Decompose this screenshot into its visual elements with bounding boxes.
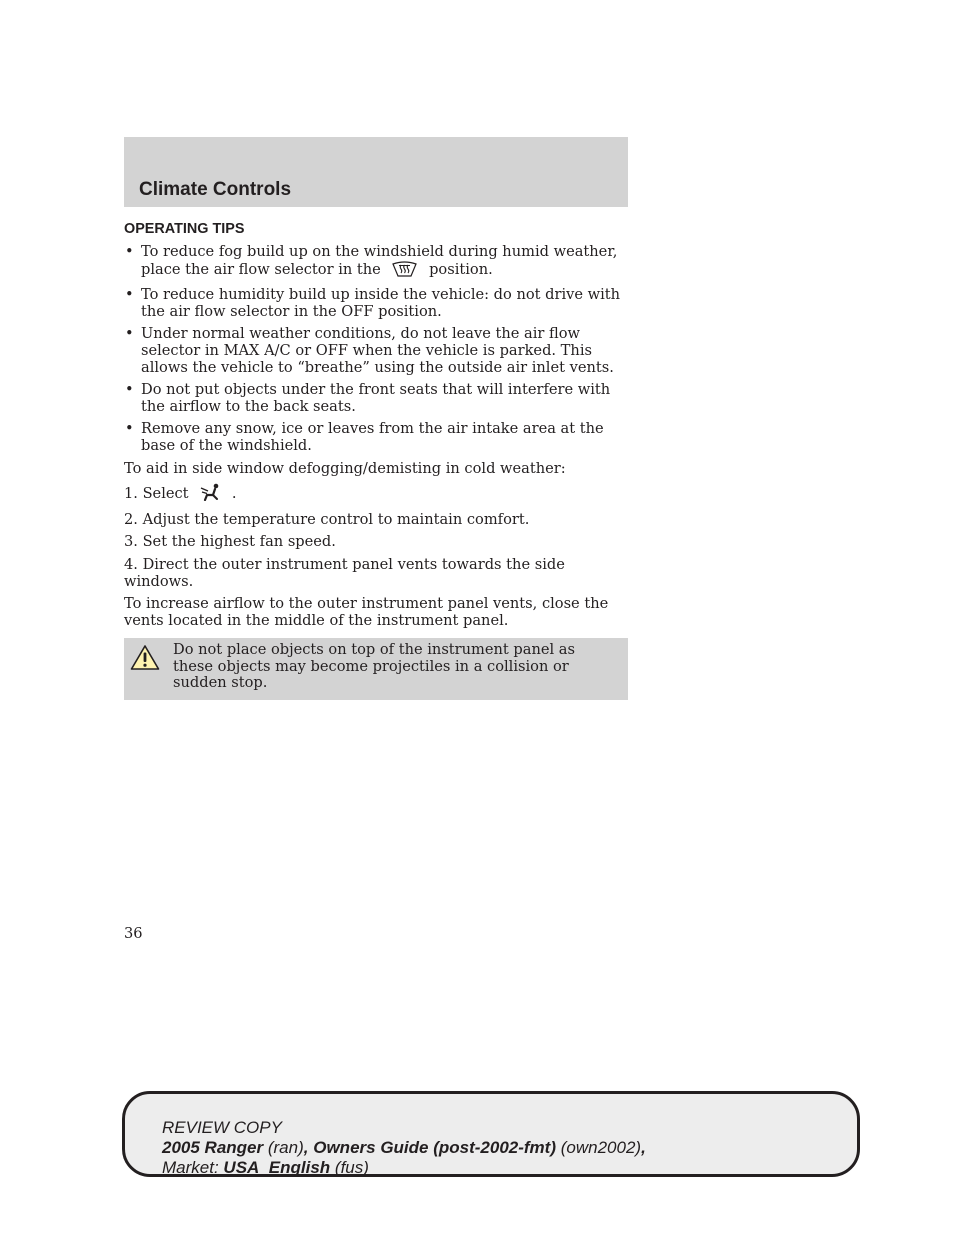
step-3: 3. Set the highest fan speed. [124, 533, 336, 551]
page-content [124, 220, 628, 700]
defrost-icon [391, 261, 418, 282]
footer-guide: Owners Guide (post-2002-fmt) [313, 1138, 556, 1157]
footer-separator: , [303, 1138, 309, 1157]
warning-text: Do not place objects on top of the instrument panel as these objects may become projectiles in a collision or sudden stop. [173, 641, 575, 692]
footer-text [162, 1118, 646, 1178]
footer-model-line [162, 1138, 646, 1158]
airflow-note: To increase airflow to the outer instrument panel vents, close the vents located in the middle of the instrument panel. [124, 595, 609, 629]
footer-model: 2005 Ranger [162, 1138, 264, 1157]
floor-defrost-icon [199, 483, 221, 506]
footer-separator: , [641, 1138, 646, 1157]
warning-triangle-icon [130, 644, 160, 676]
tip-text: Under normal weather conditions, do not leave the air flow selector in MAX A/C or OFF when the vehicle is parked. This allows the vehicle to “breathe” using the outside air inlet vents. [141, 325, 614, 376]
footer-market-code: (fus) [334, 1158, 369, 1177]
bullet: • [125, 325, 134, 343]
bullet: • [125, 243, 134, 260]
tip-item [124, 382, 628, 415]
step-4: 4. Direct the outer instrument panel vents towards the side windows. [124, 555, 565, 590]
tip-item [124, 326, 628, 376]
tip-text: To reduce fog build up on the windshield during humid weather, place the air flow selector in the [141, 243, 618, 278]
bullet: • [125, 420, 134, 438]
tip-item [124, 244, 628, 281]
tip-item [124, 287, 628, 320]
step-1 [124, 483, 628, 506]
footer-market: USA_English [223, 1158, 331, 1177]
step-1-text: 1. Select [124, 485, 189, 503]
tip-text: To reduce humidity build up inside the vehicle: do not drive with the air flow selector in the OFF position. [141, 286, 621, 320]
review-footer [122, 1091, 860, 1177]
operating-tips-heading: OPERATING TIPS [124, 221, 245, 237]
tip-text: Do not put objects under the front seats that will interfere with the airflow to the back seats. [141, 381, 611, 415]
tips-list [124, 244, 628, 455]
review-copy-label: REVIEW COPY [162, 1118, 282, 1137]
footer-guide-code: (own2002) [560, 1138, 642, 1157]
page-number: 36 [124, 925, 143, 942]
tip-text-suffix: position. [429, 260, 493, 278]
tip-item [124, 421, 628, 454]
footer-model-code: (ran) [267, 1138, 304, 1157]
bullet: • [125, 286, 134, 304]
footer-market-label: Market: [162, 1158, 219, 1177]
warning-box [124, 638, 628, 700]
section-title: Climate Controls [139, 179, 292, 200]
step-2: 2. Adjust the temperature control to maintain comfort. [124, 510, 530, 528]
tip-text: Remove any snow, ice or leaves from the air intake area at the base of the windshield. [141, 420, 604, 454]
footer-market-line [162, 1158, 646, 1178]
bullet: • [125, 381, 134, 399]
defog-intro: To aid in side window defogging/demisting in cold weather: [124, 459, 566, 477]
section-header-band [124, 137, 628, 207]
step-1-suffix: . [231, 485, 237, 503]
